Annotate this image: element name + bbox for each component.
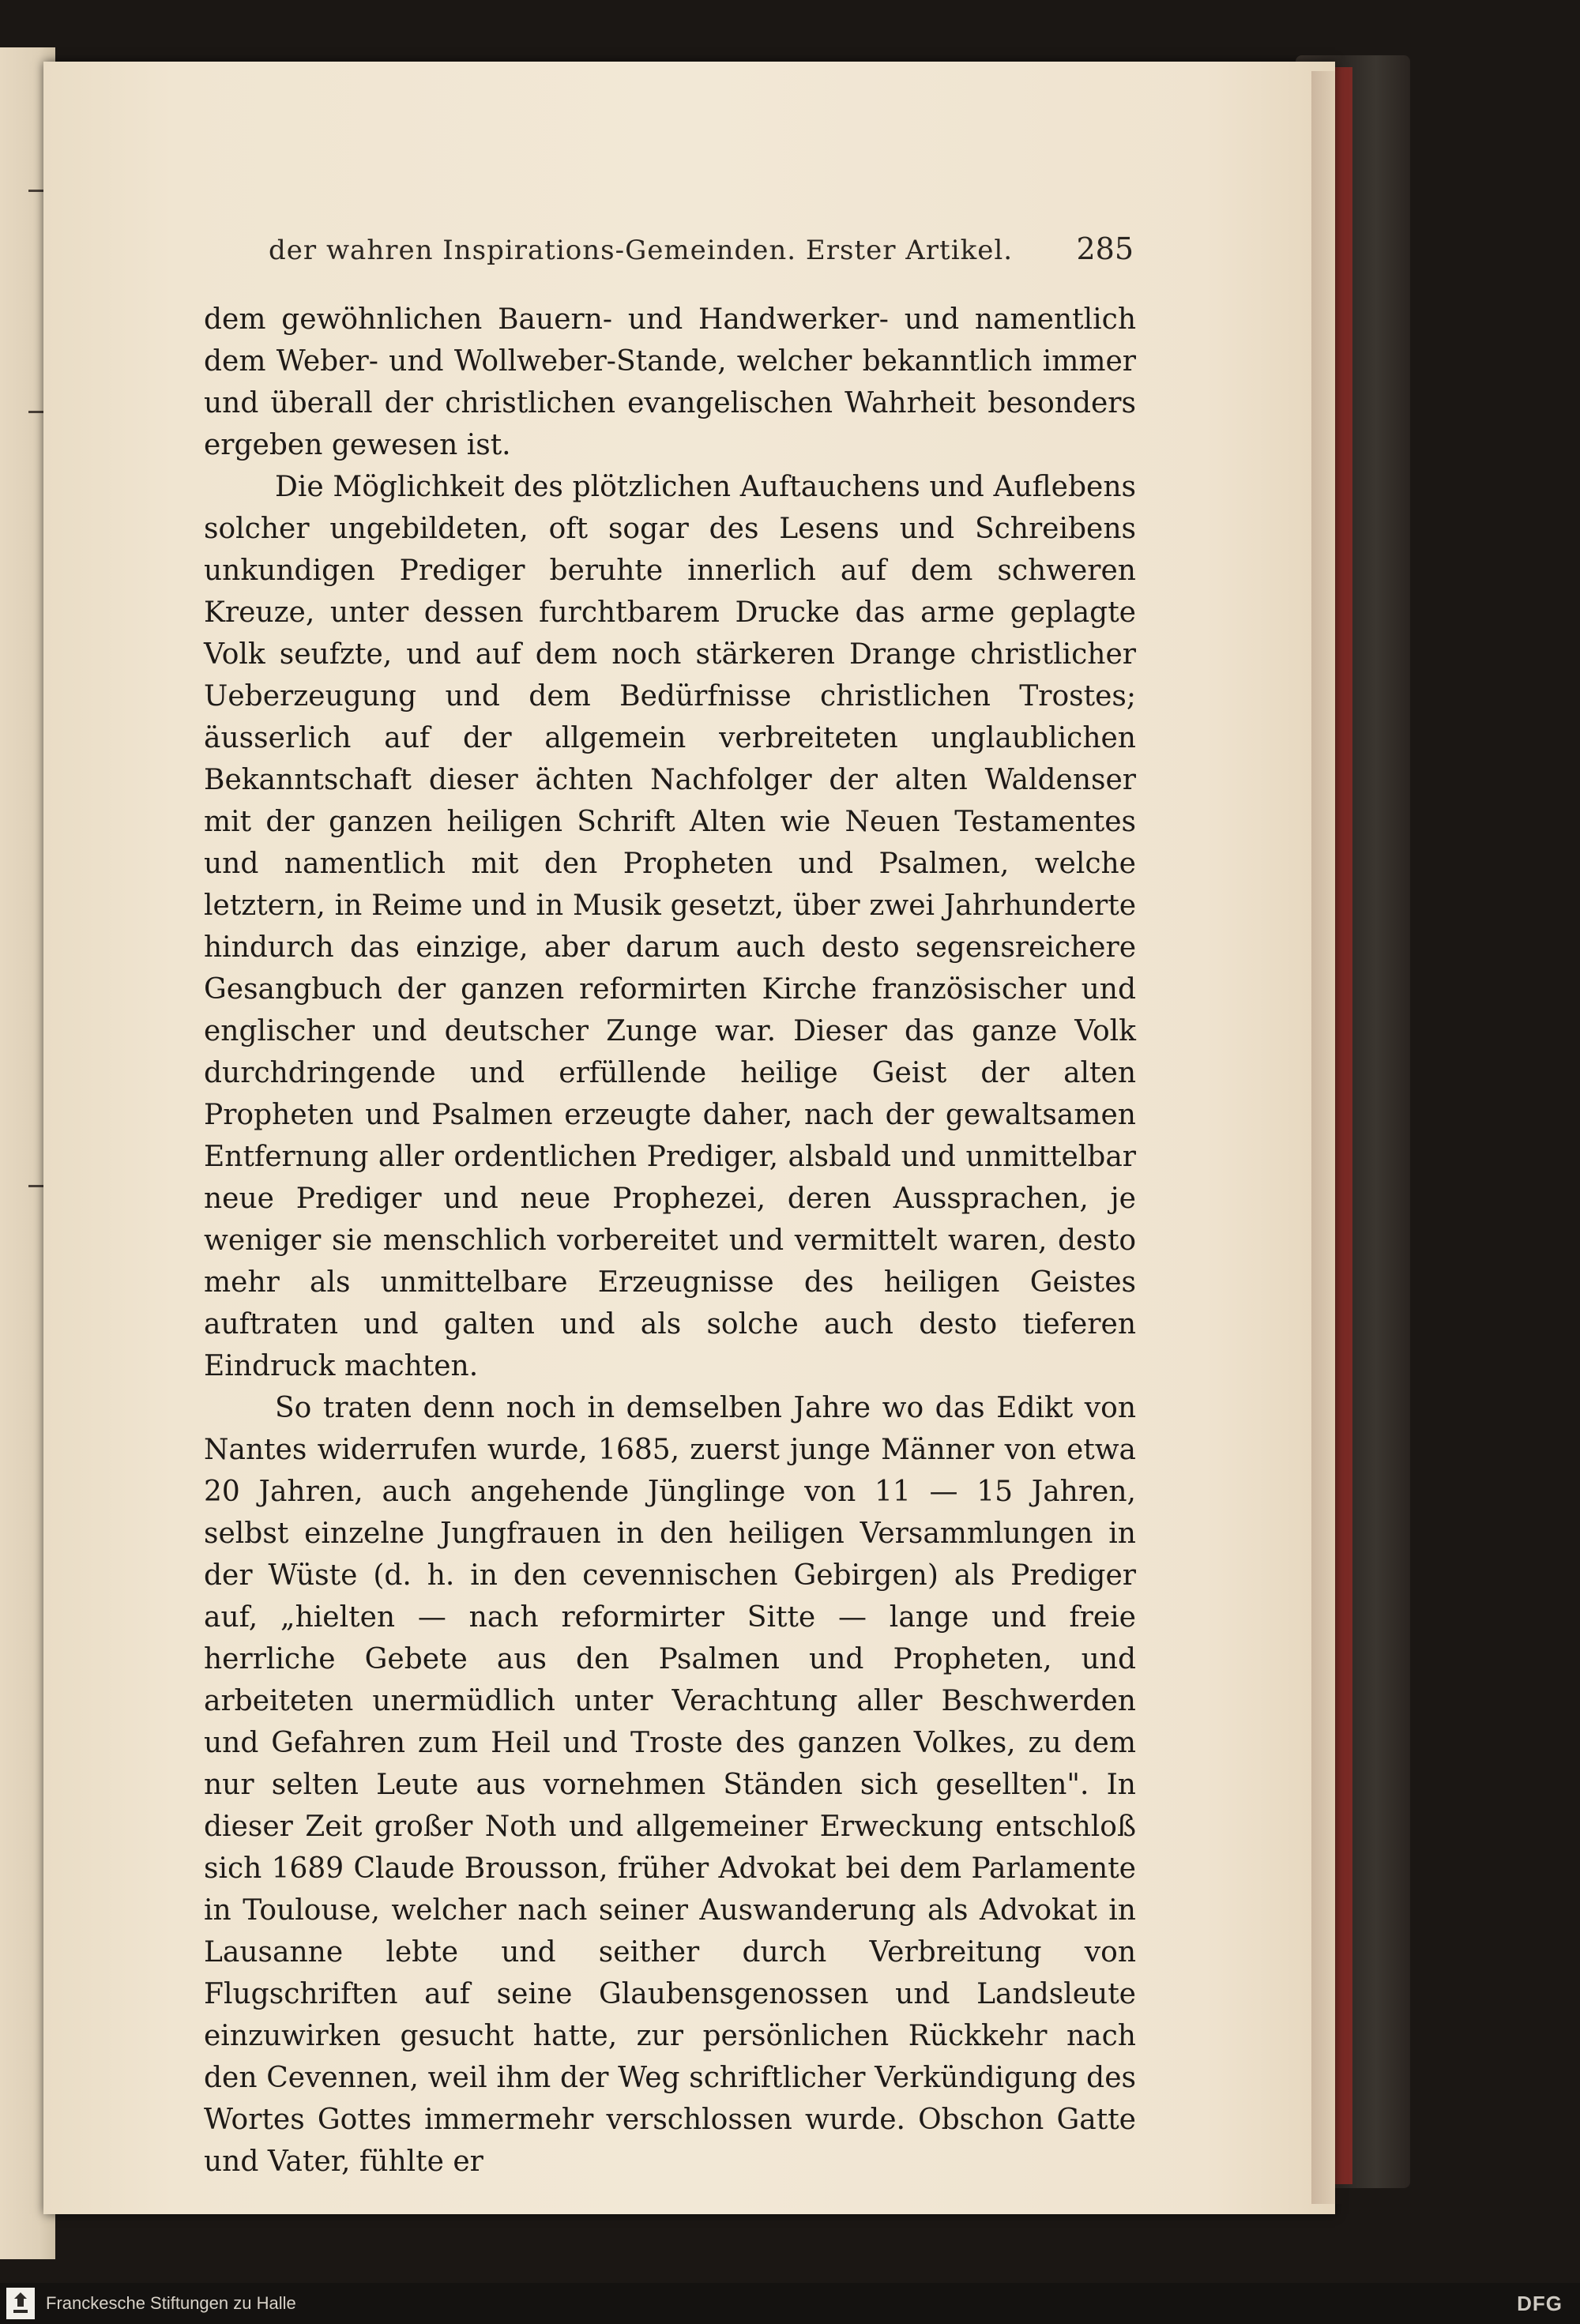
footer-institution: Franckesche Stiftungen zu Halle — [46, 2293, 296, 2313]
institution-logo-icon — [6, 2288, 35, 2319]
paragraph: Die Möglichkeit des plötzlichen Auftauchens und Auflebens solcher ungebildeten, oft sogar des Lesens und Schreibens unkundigen Prediger beruhte innerlich auf dem schweren Kreuze, unter dessen furchtbarem Drucke das arme geplagte Volk seufzte, und auf dem noch stärkeren Drange christlicher Ueberzeugung und dem Bedürfnisse christlichen Trostes; äusserlich auf der allgemein verbreiteten unglaublichen Bekanntschaft dieser ächten Nachfolger der alten Waldenser mit der ganzen heiligen Schrift Alten wie Neuen Testamentes und namentlich mit den Propheten und Psalmen, welche letztern, in Reime und in Musik gesetzt, über zwei Jahrhunderte hindurch das einzige, aber darum auch desto segensreichere Gesangbuch der ganzen reformirten Kirche französischer und englischer und deutscher Zunge war. Dieser das ganze Volk durchdringende und erfüllende heilige Geist der alten Propheten und Psalmen erzeugte daher, nach der gewaltsamen Entfernung aller ordentlichen Prediger, alsbald und unmittelbar neue Prediger und neue Prophezei, deren Aussprachen, je weniger sie menschlich vorbereitet und vermittelt waren, desto mehr als unmittelbare Erzeugnisse des heiligen Geistes auftraten und galten und als solche auch desto tieferen Eindruck machten. — [204, 471, 1136, 1382]
footer-bar — [0, 2283, 1580, 2324]
page-number: 285 — [1076, 231, 1134, 266]
running-header — [269, 231, 1134, 279]
paragraph: dem gewöhnlichen Bauern- und Handwerker- und namentlich dem Weber- und Wollweber-Stande, welcher bekanntlich immer und überall der christlichen evangelischen Wahrheit besonders ergeben gewesen ist. — [204, 303, 1136, 461]
page-body — [204, 299, 1136, 2183]
running-header-title: der wahren Inspirations-Gemeinden. Erster Artikel. — [269, 235, 1014, 266]
footer-funder-logo: DFG — [1517, 2291, 1563, 2315]
paragraph: So traten denn noch in demselben Jahre wo das Edikt von Nantes widerrufen wurde, 1685, zuerst junge Männer von etwa 20 Jahren, auch angehende Jünglinge von 11 — 15 Jahren, selbst einzelne Jungfrauen in den heiligen Versammlungen in der Wüste (d. h. in den cevennischen Gebirgen) als Prediger auf, „hielten — nach reformirter Sitte — lange und freie herrliche Gebete aus den Psalmen und Propheten, und arbeiteten unermüdlich unter Verachtung aller Beschwerden und Gefahren zum Heil und Troste des ganzen Volkes, zu dem nur selten Leute aus vornehmen Ständen sich gesellten". In dieser Zeit großer Noth und allgemeiner Erweckung entschloß sich 1689 Claude Brousson, früher Advokat bei dem Parlamente in Toulouse, welcher nach seiner Auswanderung als Advokat in Lausanne lebte und seither durch Verbreitung von Flugschriften auf seine Glaubensgenossen und Landsleute einzuwirken gesucht hatte, zur persönlichen Rückkehr nach den Cevennen, weil ihm der Weg schriftlicher Verkündigung des Wortes Gottes immermehr verschlossen wurde. Obschon Gatte und Vater, fühlte er — [204, 1392, 1136, 2178]
page-shadow — [1311, 71, 1343, 2204]
